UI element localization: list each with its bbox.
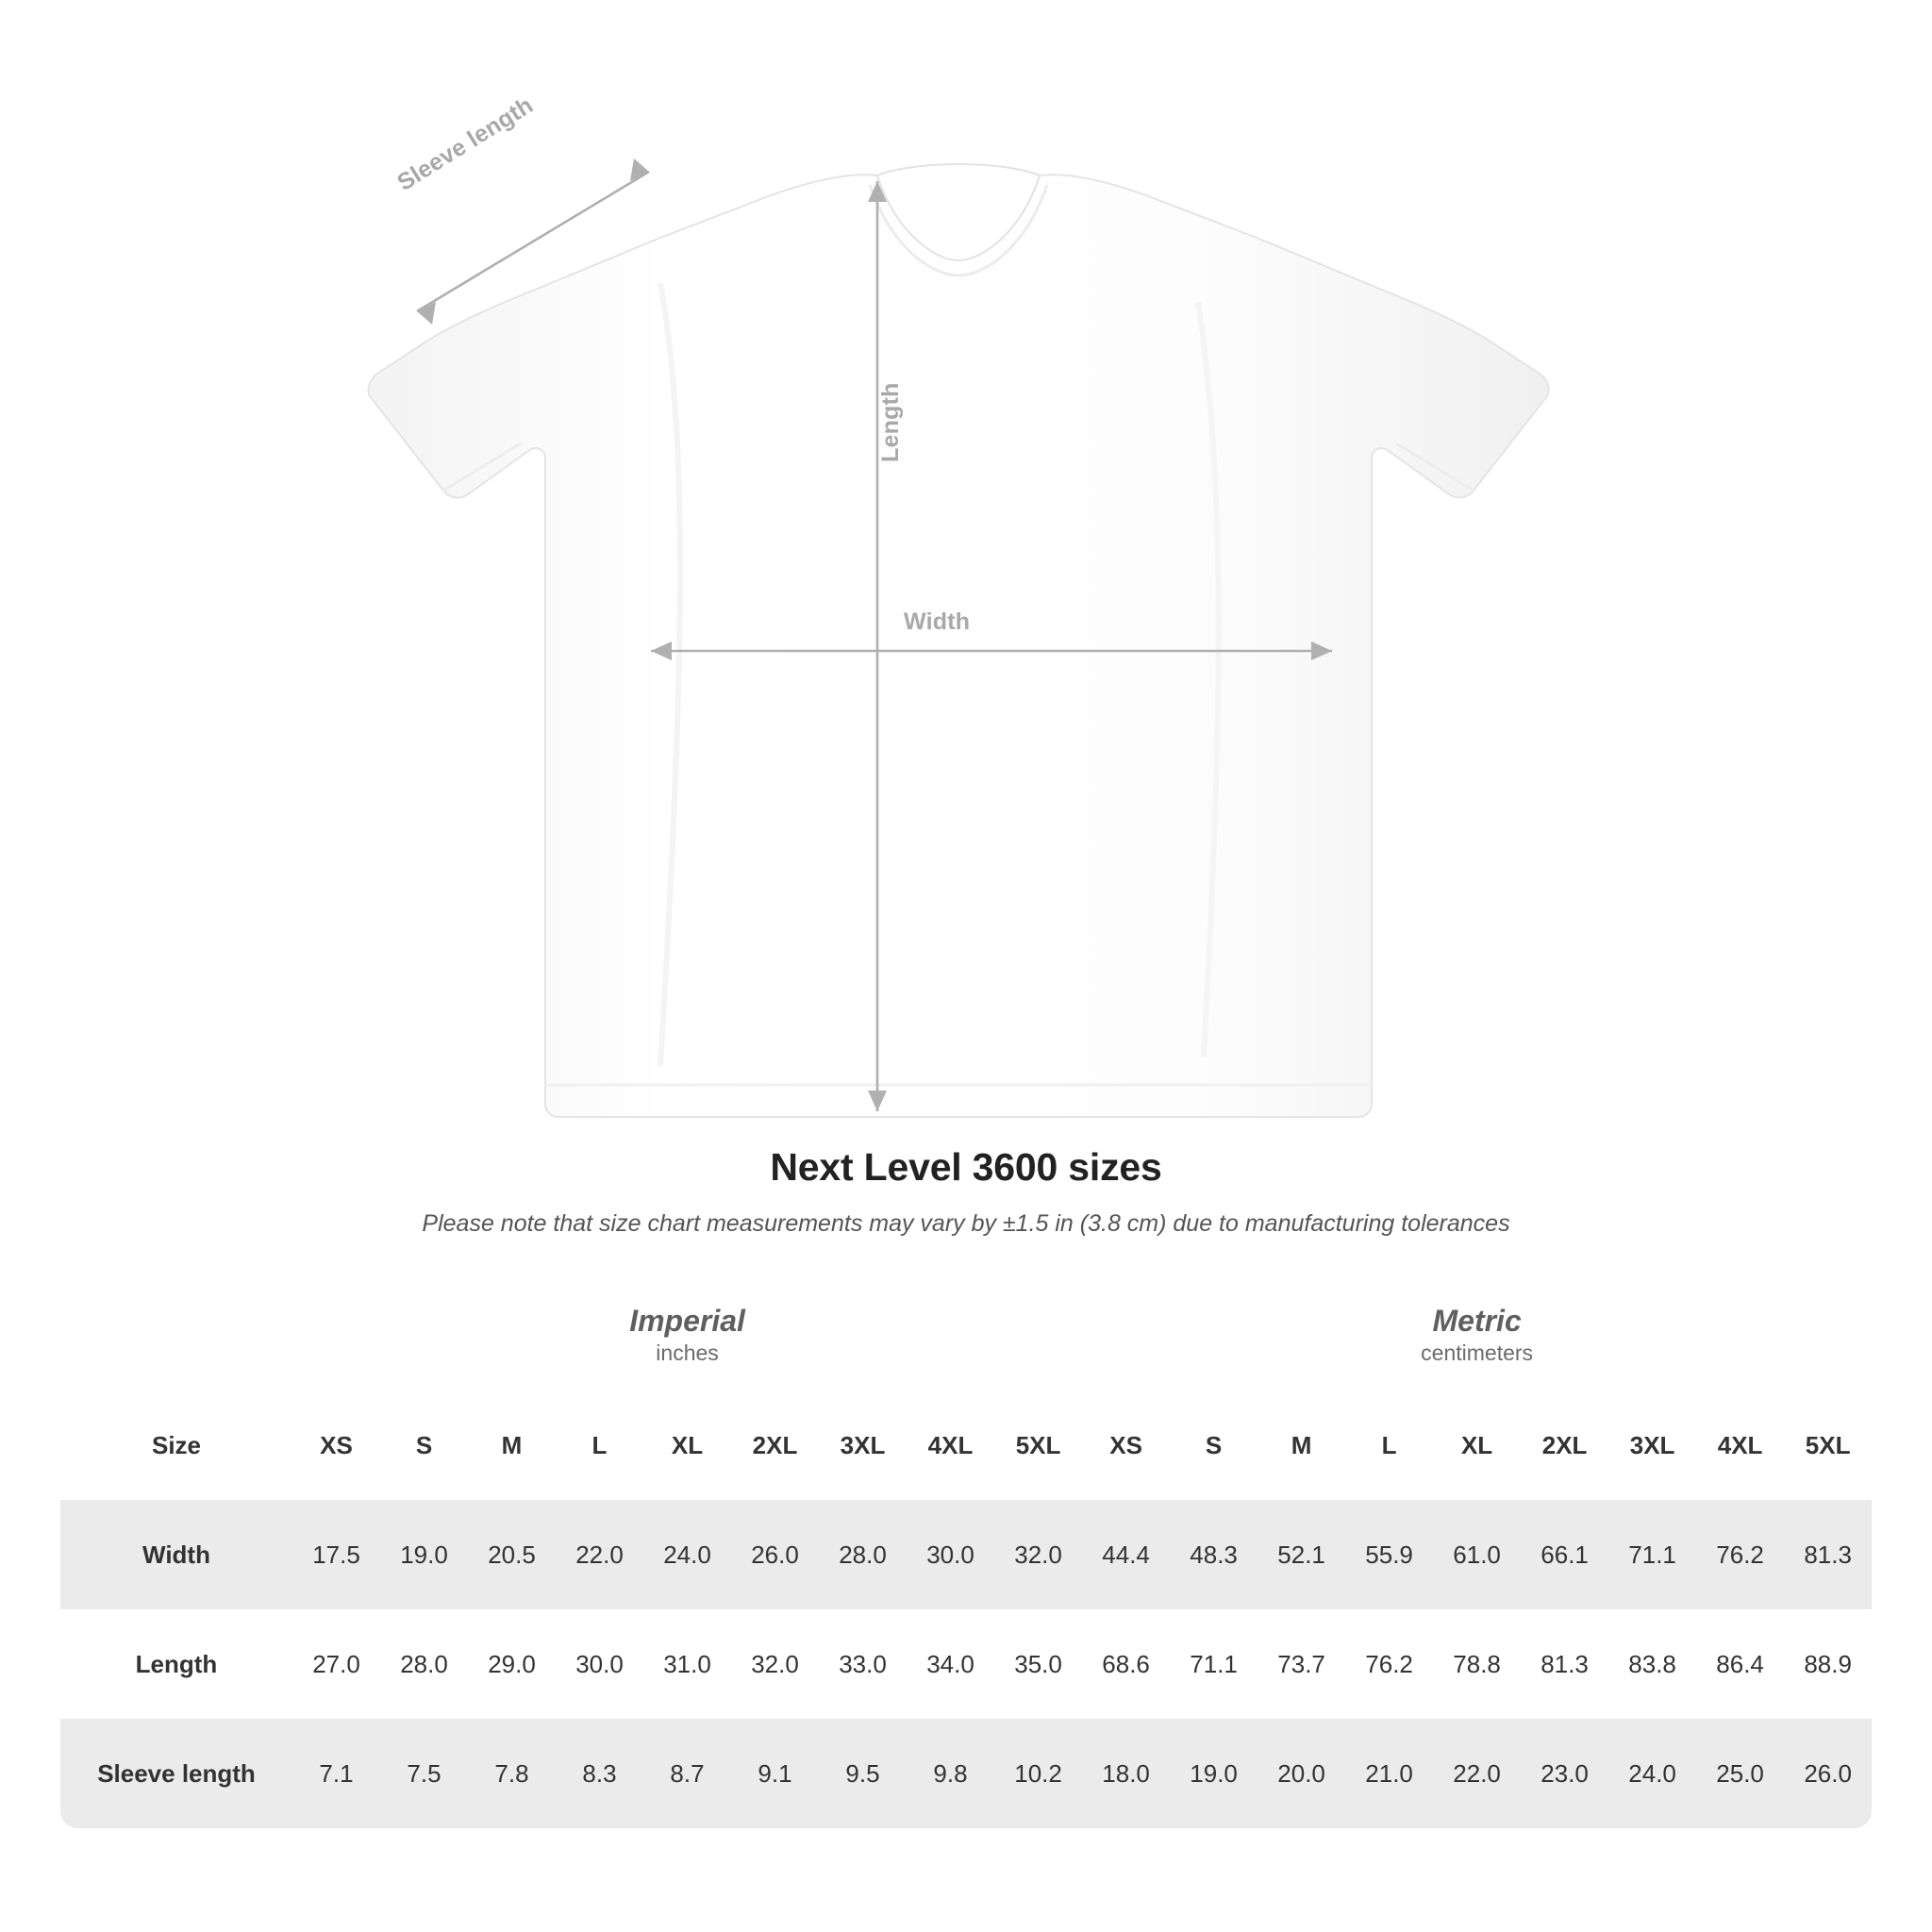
system-header-blank <box>60 1281 292 1391</box>
sleeve-14: 23.0 <box>1521 1719 1608 1828</box>
size-col-12: L <box>1345 1391 1433 1500</box>
size-col-17: 5XL <box>1784 1391 1872 1500</box>
length-13: 78.8 <box>1433 1609 1521 1719</box>
sleeve-2: 7.8 <box>468 1719 556 1828</box>
sleeve-4: 8.7 <box>643 1719 731 1828</box>
length-5: 32.0 <box>731 1609 819 1719</box>
size-col-16: 4XL <box>1696 1391 1784 1500</box>
row-label-sleeve-length: Sleeve length <box>60 1719 292 1828</box>
length-label: Length <box>877 382 904 462</box>
length-3: 30.0 <box>556 1609 643 1719</box>
width-4: 24.0 <box>643 1500 731 1609</box>
width-1: 19.0 <box>380 1500 468 1609</box>
width-5: 26.0 <box>731 1500 819 1609</box>
sleeve-13: 22.0 <box>1433 1719 1521 1828</box>
length-12: 76.2 <box>1345 1609 1433 1719</box>
sleeve-15: 24.0 <box>1608 1719 1696 1828</box>
length-16: 86.4 <box>1696 1609 1784 1719</box>
size-col-7: 4XL <box>907 1391 994 1500</box>
system-header-metric <box>1082 1281 1872 1391</box>
table-row-width <box>60 1500 1872 1609</box>
size-header-cell: Size <box>60 1391 292 1500</box>
tshirt-shape <box>368 164 1548 1117</box>
width-12: 55.9 <box>1345 1500 1433 1609</box>
size-col-11: M <box>1257 1391 1345 1500</box>
width-3: 22.0 <box>556 1500 643 1609</box>
sleeve-1: 7.5 <box>380 1719 468 1828</box>
size-table-wrapper <box>60 1281 1872 1828</box>
system-name-metric: Metric <box>1432 1303 1522 1338</box>
row-label-width: Width <box>60 1500 292 1609</box>
length-11: 73.7 <box>1257 1609 1345 1719</box>
title-block <box>0 1145 1932 1238</box>
sleeve-3: 8.3 <box>556 1719 643 1828</box>
width-14: 66.1 <box>1521 1500 1608 1609</box>
width-7: 30.0 <box>907 1500 994 1609</box>
system-header-imperial <box>292 1281 1082 1391</box>
system-header-row <box>60 1281 1872 1391</box>
size-col-14: 2XL <box>1521 1391 1608 1500</box>
size-col-15: 3XL <box>1608 1391 1696 1500</box>
tolerance-note: Please note that size chart measurements may vary by ±1.5 in (3.8 cm) due to manufacturing tolerances <box>422 1210 1510 1237</box>
width-10: 48.3 <box>1170 1500 1257 1609</box>
table-row-length <box>60 1609 1872 1719</box>
width-label: Width <box>904 608 971 635</box>
size-col-0: XS <box>292 1391 380 1500</box>
length-0: 27.0 <box>292 1609 380 1719</box>
row-label-length: Length <box>60 1609 292 1719</box>
length-14: 81.3 <box>1521 1609 1608 1719</box>
width-6: 28.0 <box>819 1500 907 1609</box>
length-15: 83.8 <box>1608 1609 1696 1719</box>
width-11: 52.1 <box>1257 1500 1345 1609</box>
size-col-3: L <box>556 1391 643 1500</box>
size-col-2: M <box>468 1391 556 1500</box>
sleeve-9: 18.0 <box>1082 1719 1170 1828</box>
system-name-imperial: Imperial <box>629 1303 745 1338</box>
length-9: 68.6 <box>1082 1609 1170 1719</box>
page-title: Next Level 3600 sizes <box>770 1145 1162 1189</box>
width-13: 61.0 <box>1433 1500 1521 1609</box>
length-8: 35.0 <box>994 1609 1082 1719</box>
sleeve-8: 10.2 <box>994 1719 1082 1828</box>
size-col-8: 5XL <box>994 1391 1082 1500</box>
size-col-4: XL <box>643 1391 731 1500</box>
width-8: 32.0 <box>994 1500 1082 1609</box>
size-table <box>60 1281 1872 1828</box>
length-17: 88.9 <box>1784 1609 1872 1719</box>
sleeve-17: 26.0 <box>1784 1719 1872 1828</box>
sleeve-16: 25.0 <box>1696 1719 1784 1828</box>
size-col-6: 3XL <box>819 1391 907 1500</box>
sleeve-5: 9.1 <box>731 1719 819 1828</box>
size-col-1: S <box>380 1391 468 1500</box>
system-unit-metric: centimeters <box>1421 1341 1534 1366</box>
width-0: 17.5 <box>292 1500 380 1609</box>
length-6: 33.0 <box>819 1609 907 1719</box>
width-9: 44.4 <box>1082 1500 1170 1609</box>
system-unit-imperial: inches <box>656 1341 719 1366</box>
sleeve-7: 9.8 <box>907 1719 994 1828</box>
width-17: 81.3 <box>1784 1500 1872 1609</box>
width-2: 20.5 <box>468 1500 556 1609</box>
size-col-5: 2XL <box>731 1391 819 1500</box>
length-4: 31.0 <box>643 1609 731 1719</box>
table-row-sleeve-length <box>60 1719 1872 1828</box>
size-col-9: XS <box>1082 1391 1170 1500</box>
sleeve-6: 9.5 <box>819 1719 907 1828</box>
size-col-10: S <box>1170 1391 1257 1500</box>
length-2: 29.0 <box>468 1609 556 1719</box>
sleeve-0: 7.1 <box>292 1719 380 1828</box>
sleeve-length-label: Sleeve length <box>392 92 539 196</box>
length-1: 28.0 <box>380 1609 468 1719</box>
width-16: 76.2 <box>1696 1500 1784 1609</box>
sleeve-12: 21.0 <box>1345 1719 1433 1828</box>
width-15: 71.1 <box>1608 1500 1696 1609</box>
size-col-13: XL <box>1433 1391 1521 1500</box>
sleeve-10: 19.0 <box>1170 1719 1257 1828</box>
size-header-row <box>60 1391 1872 1500</box>
length-10: 71.1 <box>1170 1609 1257 1719</box>
sleeve-11: 20.0 <box>1257 1719 1345 1828</box>
length-7: 34.0 <box>907 1609 994 1719</box>
